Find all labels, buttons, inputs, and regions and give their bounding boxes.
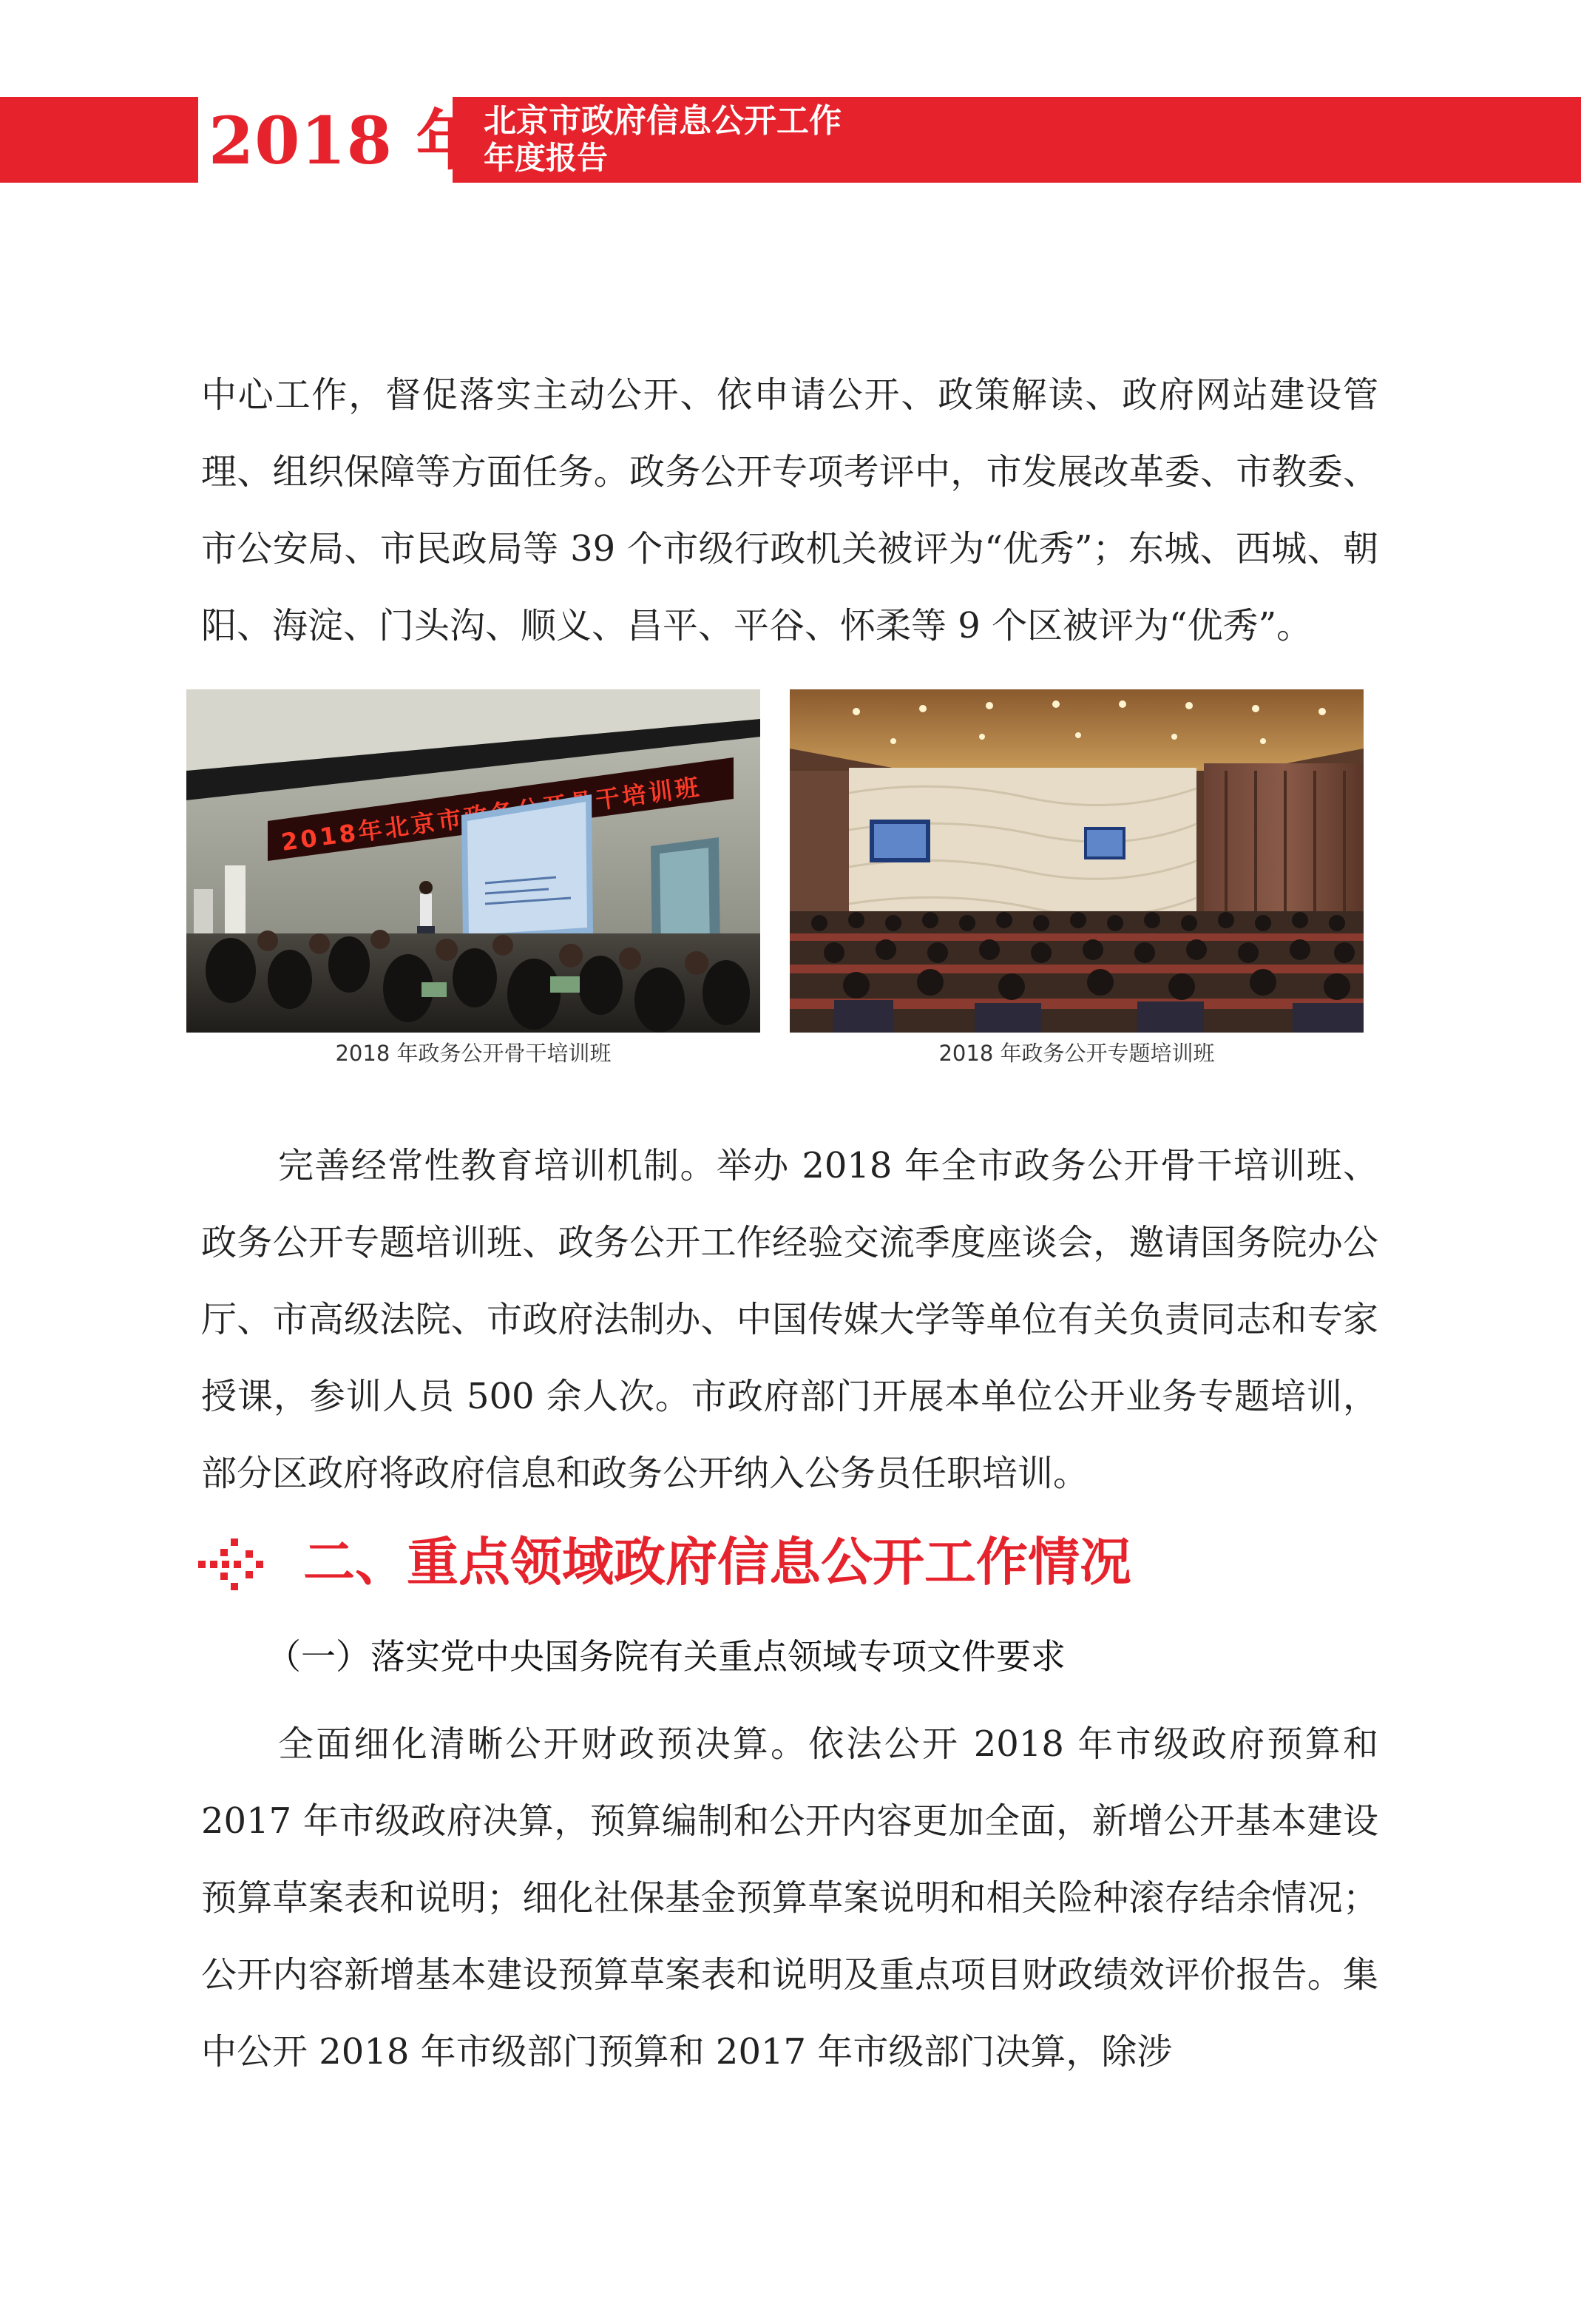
report-subtitle: 年度报告 <box>484 140 609 176</box>
training-photo-2 <box>790 689 1364 1033</box>
body-paragraph: 中心工作，督促落实主动公开、依申请公开、政策解读、政府网站建设管理、组织保障等方面任务。政务公开专项考评中，市发展改革委、市教委、市公安局、市民政局等 39 个市级行政机关被评为“优秀”；东城、西城、朝阳、海淀、门头沟、顺义、昌平、平谷、怀柔等 9 个区被评为“优秀”。 <box>201 374 1378 646</box>
section-arrow-icon <box>198 1533 265 1595</box>
report-title: 北京市政府信息公开工作 <box>484 102 842 140</box>
photo-caption-1: 2018 年政务公开骨干培训班 <box>335 1041 612 1066</box>
body-paragraph: 全面细化清晰公开财政预决算。依法公开 2018 年市级政府预算和 2017 年市级政府决算，预算编制和公开内容更加全面，新增公开基本建设预算草案表和说明；细化社保基金预算草案说明和相关险种滚存结余情况；公开内容新增基本建设预算草案表和说明及重点项目财政绩效评价报告。集中公开 2018 年市级部门预算和 2017 年市级部门决算，除涉 <box>201 1723 1378 2073</box>
training-photo-1-image <box>186 689 760 1033</box>
photo-caption-2: 2018 年政务公开专题培训班 <box>938 1041 1215 1066</box>
section-heading: 二、重点领域政府信息公开工作情况 <box>303 1532 1131 1592</box>
training-photo-2-image <box>790 689 1364 1033</box>
body-paragraph: 完善经常性教育培训机制。举办 2018 年全市政务公开骨干培训班、政务公开专题培训班、政务公开工作经验交流季度座谈会，邀请国务院办公厅、市高级法院、市政府法制办、中国传媒大学等单位有关负责同志和专家授课，参训人员 500 余人次。市政府部门开展本单位公开业务专题培训，部分区政府将政府信息和政务公开纳入公务员任职培训。 <box>201 1145 1378 1494</box>
section-subheading: （一）落实党中央国务院有关重点领域专项文件要求 <box>266 1637 1066 1678</box>
report-year: 2018 年 <box>209 102 482 179</box>
training-photo-1 <box>186 689 760 1033</box>
banner-left-bar <box>0 97 198 183</box>
